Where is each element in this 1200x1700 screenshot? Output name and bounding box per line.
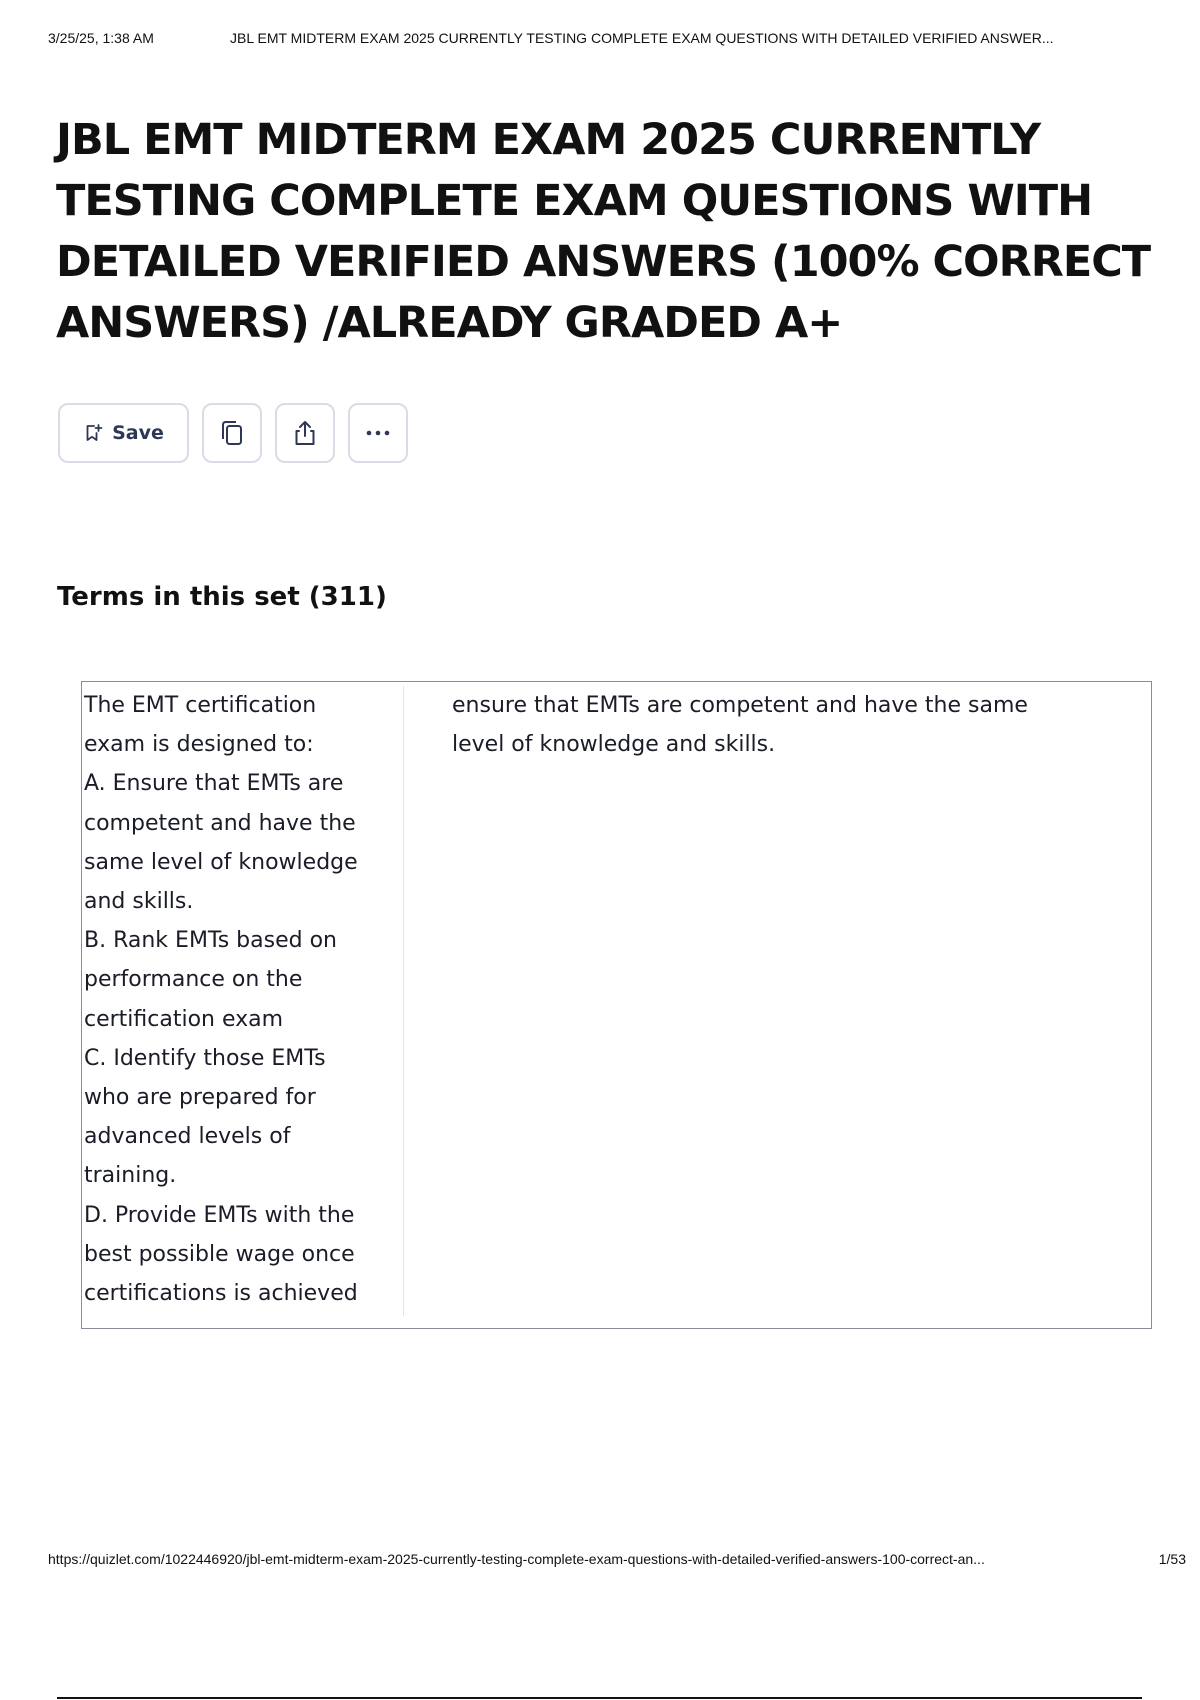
copy-button[interactable] [202,403,262,463]
share-icon [291,418,319,448]
term-card [81,681,1152,1329]
print-doc-title: JBL EMT MIDTERM EXAM 2025 CURRENTLY TESTING COMPLETE EXAM QUESTIONS WITH DETAILED VERIFIED ANSWER... [230,30,1054,46]
share-button[interactable] [275,403,335,463]
bottom-divider [57,1697,1142,1699]
more-horizontal-icon [364,429,392,437]
definition-text: ensure that EMTs are competent and have the same level of knowledge and skills. [452,693,1028,758]
print-footer [48,1551,1186,1571]
print-date: 3/25/25, 1:38 AM [48,30,154,46]
terms-heading: Terms in this set (311) [57,582,387,612]
term-text: The EMT certification exam is designed to: A. Ensure that EMTs are competent and have the same level of knowledge and skills. B. Rank EMTs based on performance on the certification exam C. Identify those EMTs who are prepared for advanced levels of training. D. Provide EMTs with the best possible wage once certifications is achieved [84,686,404,1316]
page-title: JBL EMT MIDTERM EXAM 2025 CURRENTLY TESTING COMPLETE EXAM QUESTIONS WITH DETAILED VERIFIED ANSWERS (100% CORRECT ANSWERS) /ALREADY GRADED A+ [56,115,1151,348]
print-url: https://quizlet.com/1022446920/jbl-emt-midterm-exam-2025-currently-testing-complete-exam-questions-with-detailed-verified-answers-100-correct-an... [48,1551,985,1567]
print-header [48,30,1180,50]
copy-icon [218,418,246,448]
save-button[interactable] [58,403,189,463]
page-number: 1/53 [1158,1551,1186,1567]
save-label: Save [112,422,164,444]
more-options-button[interactable] [348,403,408,463]
bookmark-add-icon [83,423,103,443]
set-toolbar [58,403,408,463]
